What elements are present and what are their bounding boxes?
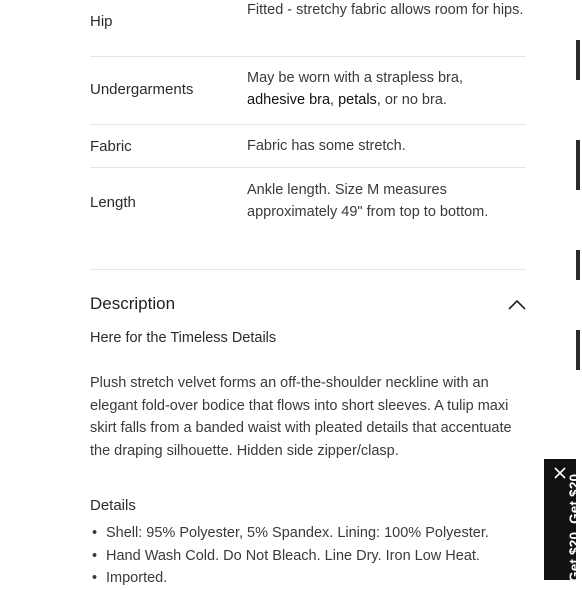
fit-value: Fitted - stretchy fabric allows room for hips. xyxy=(247,2,524,18)
fit-label: Hip xyxy=(90,13,113,30)
list-item: • Hand Wash Cold. Do Not Bleach. Line Dry. Iron Low Heat. xyxy=(90,545,530,568)
close-icon[interactable] xyxy=(553,466,567,480)
link-adhesive-bra[interactable]: adhesive bra xyxy=(247,92,331,108)
fit-value: Ankle length. Size M measures approximately 49" from top to bottom. xyxy=(247,182,489,220)
fit-label: Undergarments xyxy=(90,81,194,98)
details-heading: Details xyxy=(90,497,136,514)
description-body: Plush stretch velvet forms an off-the-shoulder neckline with an elegant fold-over bodice that flows into short sleeves. A tulip maxi skirt falls from a banded waist with pleated details that accentuate the draping silhouette. Hidden side zipper/clasp. xyxy=(90,375,512,459)
fit-label: Length xyxy=(90,194,136,211)
description-heading[interactable]: Description xyxy=(90,294,176,313)
section-divider xyxy=(90,269,526,270)
list-item: • Imported. xyxy=(90,567,530,590)
fit-value-text: May be worn with a strapless bra, xyxy=(247,70,463,86)
details-list xyxy=(90,522,530,590)
divider xyxy=(90,167,526,168)
link-petals[interactable]: petals xyxy=(338,92,377,108)
description-subtitle: Here for the Timeless Details xyxy=(90,330,277,346)
promo-text: Get $20. Get $20 xyxy=(567,473,582,582)
divider xyxy=(90,124,526,125)
chevron-up-icon[interactable] xyxy=(506,296,528,312)
list-item: • Shell: 95% Polyester, 5% Spandex. Lining: 100% Polyester. xyxy=(90,522,530,545)
fit-value: Fabric has some stretch. xyxy=(247,138,406,154)
fit-value-text: , or no bra. xyxy=(376,92,447,108)
promo-label[interactable] xyxy=(546,473,582,582)
fit-label: Fabric xyxy=(90,138,132,155)
fit-value xyxy=(247,67,526,111)
separator: , xyxy=(330,92,339,108)
divider xyxy=(90,56,526,57)
